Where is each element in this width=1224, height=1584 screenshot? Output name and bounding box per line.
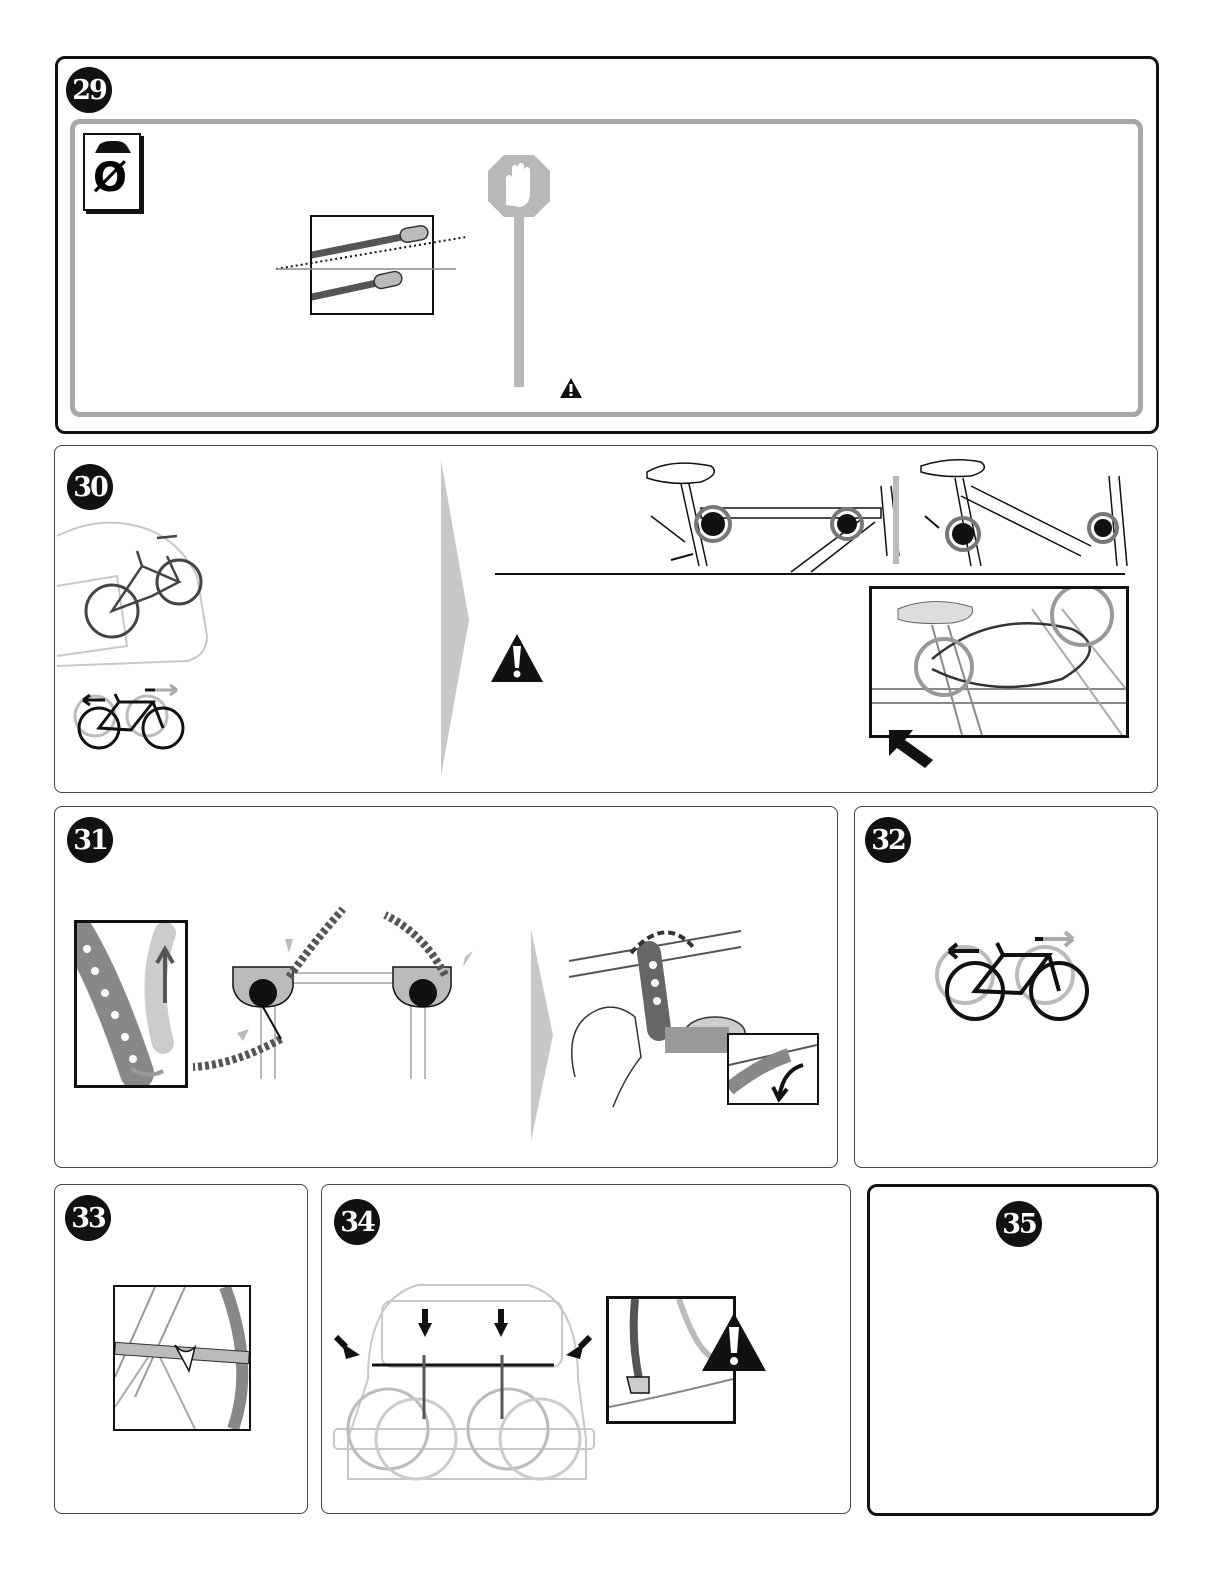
next-step-arrow-icon (529, 929, 559, 1141)
step-33-number: 33 (65, 1195, 111, 1241)
step-35-number: 35 (996, 1201, 1042, 1247)
step-29-inner-frame (70, 119, 1143, 417)
bike-direction-icon (927, 911, 1097, 1031)
vehicle-diameter-icon (83, 133, 141, 211)
pointer-arrow-icon (885, 726, 941, 770)
step-32-number: 32 (865, 817, 911, 863)
strap-release-detail (74, 920, 188, 1088)
step-31-number: 31 (67, 817, 113, 863)
step-32-panel (854, 806, 1158, 1168)
alignment-guide-lines (276, 229, 476, 289)
warning-triangle-icon (559, 377, 583, 399)
cradle-strap-illustration (193, 903, 493, 1103)
step-33-panel (54, 1184, 308, 1514)
step-29-number: 29 (66, 67, 112, 113)
bike-direction-icon (65, 674, 195, 754)
step-30-number: 30 (67, 464, 113, 510)
divider-line (495, 573, 1125, 575)
warning-triangle-icon (489, 632, 545, 684)
step-34-panel (321, 1184, 851, 1514)
strap-wrap-detail (113, 1285, 251, 1431)
step-30-panel (54, 445, 1158, 793)
stop-hand-icon (482, 153, 562, 393)
car-rear-bike-illustration (328, 1279, 598, 1499)
step-29-panel (55, 56, 1159, 434)
strap-tuck-detail (727, 1033, 819, 1105)
next-step-arrow-icon (439, 460, 479, 780)
car-silhouette-icon (85, 137, 139, 157)
step-35-panel (867, 1184, 1159, 1516)
step-34-number: 34 (334, 1199, 380, 1245)
frame-cradle-illustration (641, 456, 1141, 578)
cable-lock-detail-diagram (869, 586, 1129, 738)
warning-triangle-icon (700, 1311, 768, 1373)
step-31-panel (54, 806, 838, 1168)
diameter-symbol: Ø (93, 155, 128, 201)
